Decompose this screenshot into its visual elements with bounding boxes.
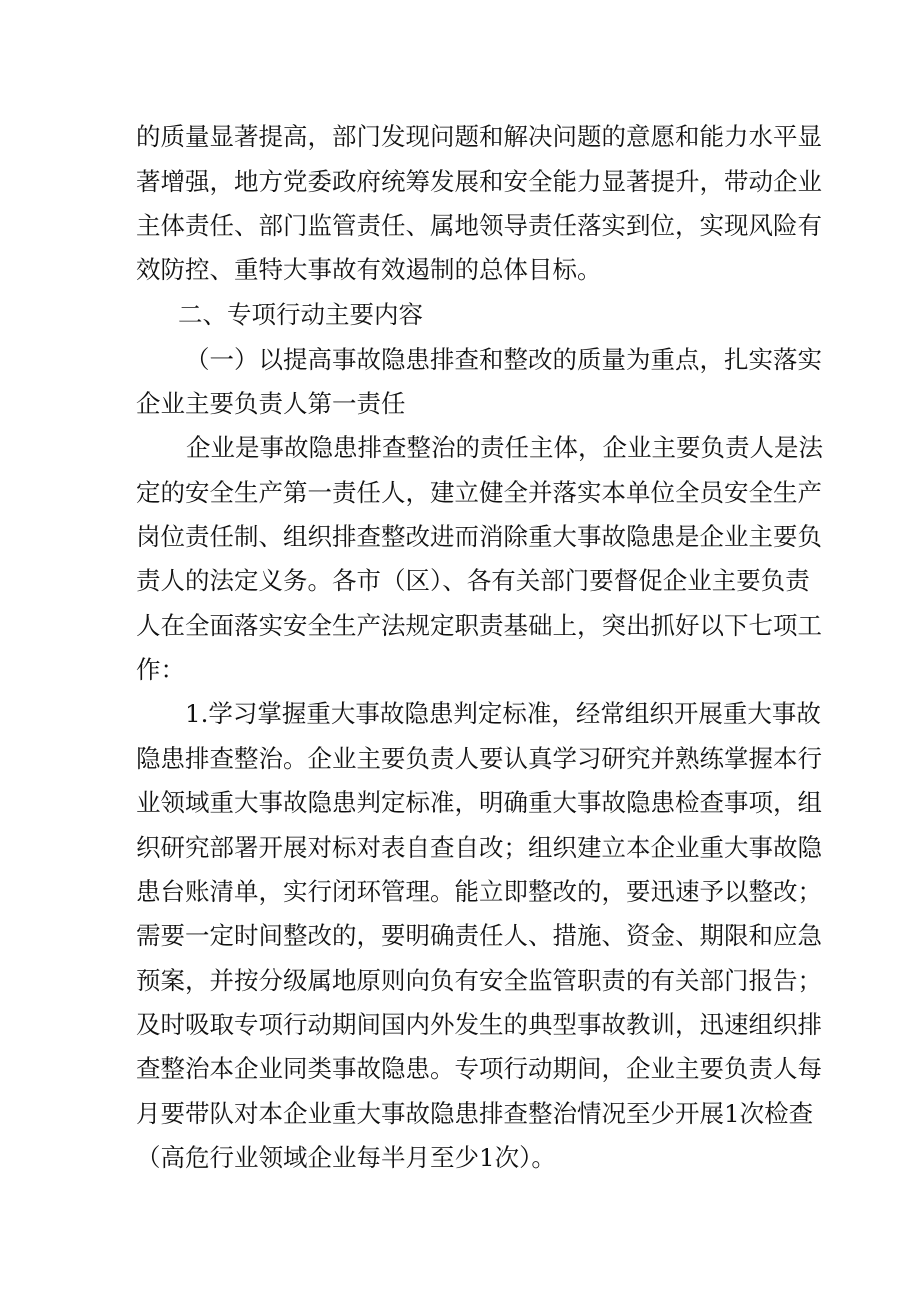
list-item-1: 1.学习掌握重大事故隐患判定标准，经常组织开展重大事故 bbox=[185, 699, 821, 728]
paragraph-line: 人在全面落实安全生产法规定职责基础上，突出抓好以下七项工 bbox=[136, 611, 822, 640]
paragraph-line: 效防控、重特大事故有效遏制的总体目标。 bbox=[136, 255, 602, 284]
paragraph-line: 预案，并按分级属地原则向负有安全监管职责的有关部门报告； bbox=[136, 966, 822, 995]
subsection-heading-continued: 企业主要负责人第一责任 bbox=[136, 389, 406, 418]
paragraph-line: 作： bbox=[136, 655, 185, 684]
paragraph-line: 著增强，地方党委政府统筹发展和安全能力显著提升，带动企业 bbox=[136, 167, 822, 196]
paragraph-line: （高危行业领域企业每半月至少1次）。 bbox=[136, 1143, 556, 1172]
paragraph-line: 定的安全生产第一责任人，建立健全并落实本单位全员安全生产 bbox=[136, 478, 822, 507]
paragraph-line: 责人的法定义务。各市（区）、各有关部门要督促企业主要负责 bbox=[136, 566, 810, 595]
paragraph-line: 隐患排查整治。企业主要负责人要认真学习研究并熟练掌握本行 bbox=[136, 744, 822, 773]
paragraph-line: 企业是事故隐患排查整治的责任主体，企业主要负责人是法 bbox=[186, 433, 823, 462]
section-heading: 二、专项行动主要内容 bbox=[178, 300, 423, 329]
paragraph-line: 岗位责任制、组织排查整改进而消除重大事故隐患是企业主要负 bbox=[136, 522, 822, 551]
subsection-heading: （一）以提高事故隐患排查和整改的质量为重点，扎实落实 bbox=[185, 345, 822, 374]
paragraph-line: 月要带队对本企业重大事故隐患排查整治情况至少开展1次检查 bbox=[136, 1099, 814, 1128]
paragraph-line: 业领域重大事故隐患判定标准，明确重大事故隐患检查事项，组 bbox=[136, 788, 822, 817]
paragraph-line: 需要一定时间整改的，要明确责任人、措施、资金、期限和应急 bbox=[136, 921, 822, 950]
paragraph-line: 织研究部署开展对标对表自查自改；组织建立本企业重大事故隐 bbox=[136, 833, 822, 862]
paragraph-line: 的质量显著提高，部门发现问题和解决问题的意愿和能力水平显 bbox=[136, 122, 822, 151]
paragraph-line: 患台账清单，实行闭环管理。能立即整改的，要迅速予以整改； bbox=[136, 877, 822, 906]
paragraph-line: 主体责任、部门监管责任、属地领导责任落实到位，实现风险有 bbox=[136, 211, 822, 240]
paragraph-line: 查整治本企业同类事故隐患。专项行动期间，企业主要负责人每 bbox=[136, 1054, 822, 1083]
paragraph-line: 及时吸取专项行动期间国内外发生的典型事故教训，迅速组织排 bbox=[136, 1010, 822, 1039]
